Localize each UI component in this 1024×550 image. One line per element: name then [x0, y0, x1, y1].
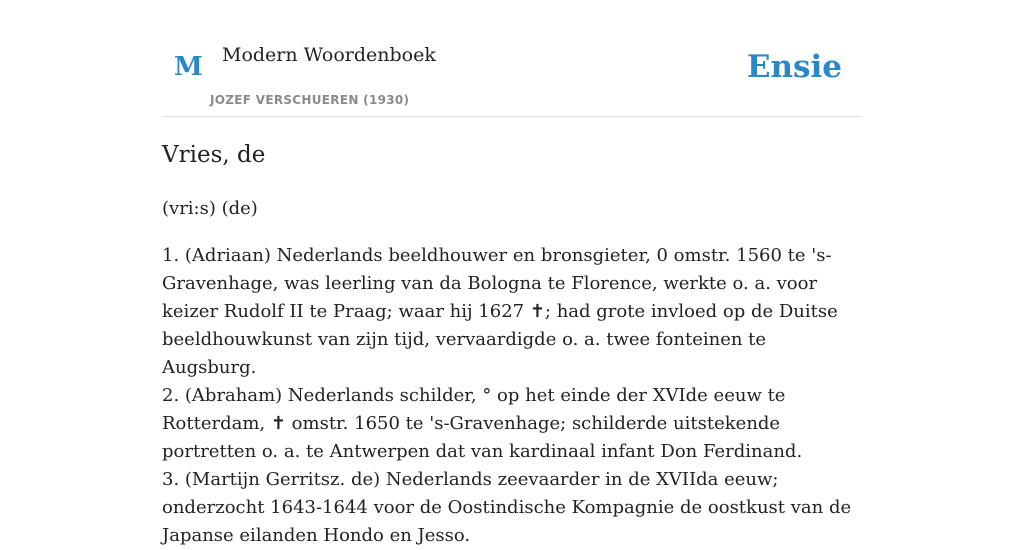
entry-headword: Vries, de	[162, 142, 266, 168]
publisher-logo[interactable]: M	[174, 52, 203, 82]
entry-content	[162, 140, 864, 550]
brand-logo[interactable]: Ensie	[746, 49, 842, 85]
page-header	[162, 0, 862, 117]
definition-item: 3. (Martijn Gerritsz. de) Nederlands zeevaarder in de XVIIda eeuw; onderzocht 1643-1644 voor de Oostindische Kompagnie de oostkust van de Japanse eilanden Hondo en Jesso.	[162, 469, 852, 546]
book-author: JOZEF VERSCHUEREN (1930)	[210, 93, 410, 107]
entry-definitions	[162, 242, 864, 550]
book-title[interactable]: Modern Woordenboek	[222, 44, 436, 66]
definition-item: 2. (Abraham) Nederlands schilder, ° op het einde der XVIde eeuw te Rotterdam, ✝ omstr. 1650 te 's-Gravenhage; schilderde uitstekende portretten o. a. te Antwerpen dat van kardinaal infant Don Ferdinand.	[162, 385, 803, 462]
entry-pronunciation: (vri:s) (de)	[162, 198, 258, 219]
definition-item: 1. (Adriaan) Nederlands beeldhouwer en bronsgieter, 0 omstr. 1560 te 's-Gravenhage, was leerling van da Bologna te Florence, werkte o. a. voor keizer Rudolf II te Praag; waar hij 1627 ✝; had grote invloed op de Duitse beeldhouwkunst van zijn tijd, vervaardigde o. a. twee fonteinen te Augsburg.	[162, 245, 838, 378]
